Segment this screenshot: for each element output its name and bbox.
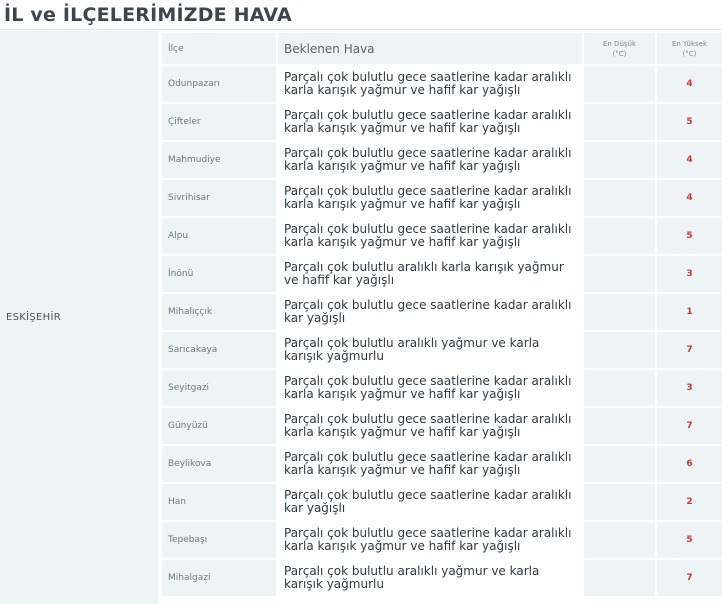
table-row — [162, 218, 722, 254]
header-max-label: En Yüksek — [671, 39, 708, 48]
max-temp: 3 — [655, 256, 722, 292]
district-name: Han — [162, 484, 276, 520]
min-temp — [582, 218, 655, 254]
header-max-temp — [655, 33, 722, 64]
max-temp: 7 — [655, 560, 722, 596]
table-row — [162, 256, 722, 292]
max-temp: 3 — [655, 370, 722, 406]
forecast-text: Parçalı çok bulutlu gece saatlerine kadar aralıklı karla karışık yağmur ve hafif kar yağışlı — [276, 180, 582, 216]
max-temp: 4 — [655, 66, 722, 102]
min-temp — [582, 142, 655, 178]
min-temp — [582, 332, 655, 368]
table-row — [162, 560, 722, 596]
district-name: Sivrihisar — [162, 180, 276, 216]
max-temp: 4 — [655, 142, 722, 178]
min-temp — [582, 408, 655, 444]
min-temp — [582, 104, 655, 140]
header-min-temp — [582, 33, 655, 64]
forecast-text: Parçalı çok bulutlu gece saatlerine kadar aralıklı karla karışık yağmur ve hafif kar yağışlı — [276, 104, 582, 140]
min-temp — [582, 66, 655, 102]
district-name: Sarıcakaya — [162, 332, 276, 368]
district-name: Mahmudiye — [162, 142, 276, 178]
table-row — [162, 180, 722, 216]
forecast-text: Parçalı çok bulutlu gece saatlerine kadar aralıklı karla karışık yağmur ve hafif kar yağışlı — [276, 522, 582, 558]
district-name: İnönü — [162, 256, 276, 292]
district-name: Alpu — [162, 218, 276, 254]
min-temp — [582, 180, 655, 216]
max-temp: 7 — [655, 408, 722, 444]
table-row — [162, 142, 722, 178]
max-temp: 5 — [655, 522, 722, 558]
province-name: ESKİŞEHİR — [6, 312, 61, 323]
forecast-text: Parçalı çok bulutlu gece saatlerine kadar aralıklı karla karışık yağmur ve hafif kar yağışlı — [276, 66, 582, 102]
max-temp: 1 — [655, 294, 722, 330]
table-row — [162, 294, 722, 330]
table-row — [162, 66, 722, 102]
district-name: Günyüzü — [162, 408, 276, 444]
header-district: İlçe — [162, 33, 276, 64]
province-cell — [0, 31, 158, 604]
weather-section — [0, 31, 722, 604]
max-temp: 5 — [655, 104, 722, 140]
district-name: Odunpazarı — [162, 66, 276, 102]
district-name: Tepebaşı — [162, 522, 276, 558]
table-header-row — [162, 33, 722, 64]
header-min-unit: (°C) — [612, 49, 627, 58]
max-temp: 7 — [655, 332, 722, 368]
table-row — [162, 408, 722, 444]
table-row — [162, 484, 722, 520]
district-name: Çifteler — [162, 104, 276, 140]
forecast-text: Parçalı çok bulutlu gece saatlerine kadar aralıklı kar yağışlı — [276, 484, 582, 520]
forecast-text: Parçalı çok bulutlu gece saatlerine kadar aralıklı karla karışık yağmur ve hafif kar yağışlı — [276, 370, 582, 406]
table-row — [162, 370, 722, 406]
min-temp — [582, 256, 655, 292]
min-temp — [582, 560, 655, 596]
page-title: İL ve İLÇELERİMİZDE HAVA — [4, 3, 292, 26]
table-row — [162, 332, 722, 368]
min-temp — [582, 446, 655, 482]
max-temp: 2 — [655, 484, 722, 520]
forecast-text: Parçalı çok bulutlu aralıklı yağmur ve karla karışık yağmurlu — [276, 332, 582, 368]
max-temp: 5 — [655, 218, 722, 254]
district-name: Mihalıççık — [162, 294, 276, 330]
min-temp — [582, 522, 655, 558]
table-row — [162, 104, 722, 140]
max-temp: 4 — [655, 180, 722, 216]
forecast-text: Parçalı çok bulutlu gece saatlerine kadar aralıklı kar yağışlı — [276, 294, 582, 330]
district-name: Mihalgazi — [162, 560, 276, 596]
min-temp — [582, 484, 655, 520]
forecast-text: Parçalı çok bulutlu aralıklı karla karışık yağmur ve hafif kar yağışlı — [276, 256, 582, 292]
forecast-text: Parçalı çok bulutlu gece saatlerine kadar aralıklı karla karışık yağmur ve hafif kar yağışlı — [276, 218, 582, 254]
district-name: Beylikova — [162, 446, 276, 482]
district-name: Seyitgazi — [162, 370, 276, 406]
table-row — [162, 446, 722, 482]
min-temp — [582, 370, 655, 406]
forecast-text: Parçalı çok bulutlu aralıklı yağmur ve karla karışık yağmurlu — [276, 560, 582, 596]
district-weather-table — [162, 31, 722, 598]
forecast-text: Parçalı çok bulutlu gece saatlerine kadar aralıklı karla karışık yağmur ve hafif kar yağışlı — [276, 142, 582, 178]
max-temp: 6 — [655, 446, 722, 482]
header-min-label: En Düşük — [602, 39, 637, 48]
forecast-text: Parçalı çok bulutlu gece saatlerine kadar aralıklı karla karışık yağmur ve hafif kar yağışlı — [276, 446, 582, 482]
header-max-unit: (°C) — [682, 49, 697, 58]
table-row — [162, 522, 722, 558]
forecast-text: Parçalı çok bulutlu gece saatlerine kadar aralıklı karla karışık yağmur ve hafif kar yağışlı — [276, 408, 582, 444]
min-temp — [582, 294, 655, 330]
header-forecast: Beklenen Hava — [276, 33, 582, 64]
title-bar — [0, 0, 722, 30]
